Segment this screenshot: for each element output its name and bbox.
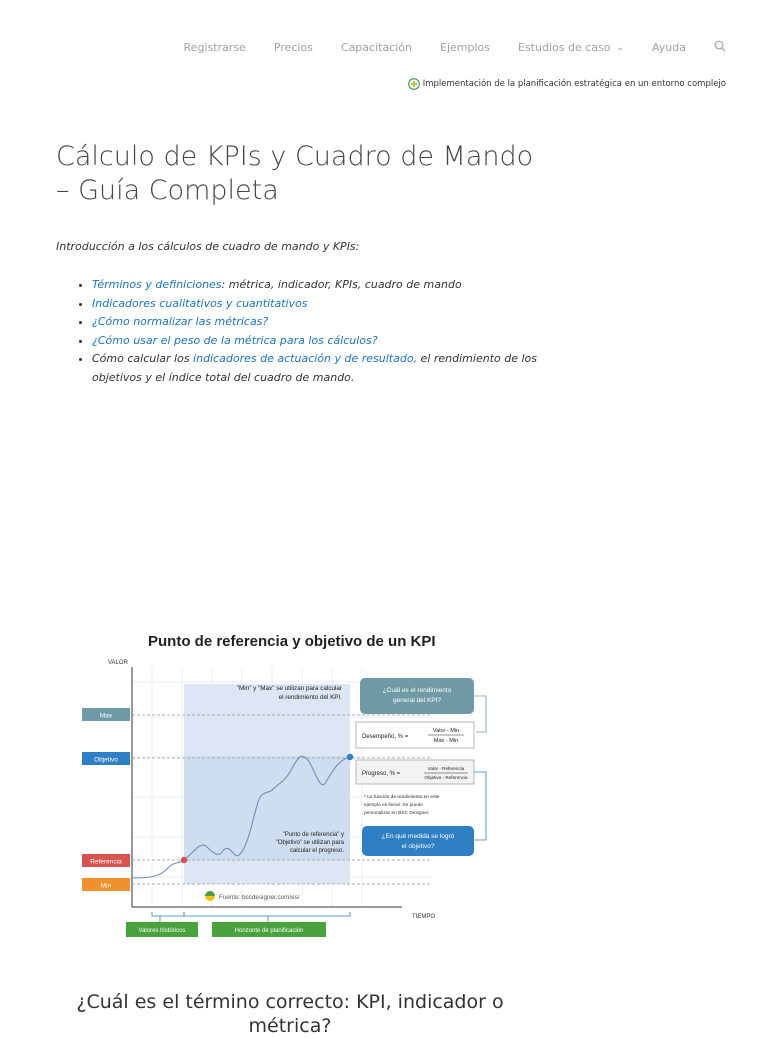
toc-link-terminos[interactable]: Términos y definiciones	[92, 278, 222, 291]
label-valores-historicos-text: Valores históricos	[138, 928, 186, 934]
label-objetivo-text: Objetivo	[94, 756, 118, 764]
toc-text: el rendimiento de los objetivos y el índice total del cuadro de mando.	[92, 352, 537, 384]
note-minmax-line2: el rendimiento del KPI.	[278, 694, 342, 701]
target-point	[347, 754, 353, 760]
nav-registrarse[interactable]: Registrarse	[183, 41, 246, 54]
bubble-objetivo	[362, 826, 474, 856]
toc-link-peso[interactable]: ¿Cómo usar el peso de la métrica para los cálculos?	[92, 333, 378, 347]
label-referencia-text: Referencia	[90, 858, 122, 866]
announcement-text: Implementación de la planificación estratégica en un entorno complejo	[422, 79, 726, 89]
toc-text: : métrica, indicador, KPIs, cuadro de mando	[221, 278, 462, 291]
label-max-text: Max	[99, 712, 113, 720]
intro-text: Introducción a los cálculos de cuadro de mando y KPIs:	[56, 240, 360, 253]
toc-link-cualitativos[interactable]: Indicadores cualitativos y cuantitativos	[92, 296, 308, 310]
y-axis-label: VALOR	[108, 660, 128, 666]
footnote-line1: * La función de rendimiento en este	[364, 795, 440, 800]
nav-estudios-de-caso[interactable]	[518, 41, 624, 54]
source-logo-icon-part	[205, 891, 215, 896]
bubble-rendimiento-line2: general del KPI?	[392, 697, 442, 704]
formula-progreso-label: Progreso, % =	[362, 771, 401, 777]
timeline-bracket-horizon	[184, 912, 350, 916]
list-item	[92, 313, 552, 332]
formula-progreso-den: Objetivo - Referencia	[424, 775, 468, 780]
section-heading: ¿Cuál es el término correcto: KPI, indicador o métrica?	[76, 991, 504, 1037]
formula-desempeno-num: Valor - Min	[432, 728, 460, 734]
bubble-rendimiento	[360, 678, 474, 714]
top-navigation	[156, 40, 726, 55]
formula-desempeno-den: Max - Min	[433, 738, 459, 744]
toc-text: Cómo calcular los	[92, 352, 194, 365]
note-minmax-line1: "Min" y "Max" se utilizan para calcular	[236, 685, 342, 692]
nav-estudios-label: Estudios de caso	[518, 41, 611, 54]
connector-line	[474, 772, 486, 840]
formula-progreso-num: Valor - Referencia	[427, 766, 465, 771]
footnote-line2: ejemplo es lineal. Se puede	[364, 803, 423, 808]
list-item	[92, 350, 552, 387]
label-horizonte-text: Horizonte de planificación	[234, 928, 304, 934]
chevron-down-icon: ⌄	[616, 42, 625, 53]
bubble-objetivo-line1: ¿En qué medida se logró	[381, 833, 455, 840]
note-ref-line2: "Objetivo" se utilizan para	[275, 840, 344, 846]
announcement-link[interactable]	[408, 78, 726, 90]
bubble-rendimiento-line1: ¿Cuál es el rendimiento	[382, 687, 452, 694]
list-item	[92, 276, 552, 295]
timeline-bracket-hist	[152, 912, 184, 916]
table-of-contents	[56, 276, 552, 387]
label-min-text: Min	[100, 882, 112, 890]
toc-link-indicadores[interactable]: indicadores de actuación y de resultado,	[193, 352, 418, 365]
plus-circle-icon	[408, 78, 420, 90]
reference-point	[181, 857, 187, 863]
note-ref-line3: calcular el progreso.	[289, 848, 344, 854]
source-text: Fuente: bscdesigner.com/es/	[219, 894, 300, 901]
nav-capacitacion[interactable]: Capacitación	[340, 41, 412, 54]
figure-title: Punto de referencia y objetivo de un KPI	[148, 633, 436, 650]
x-axis-label: TIEMPO	[412, 914, 436, 920]
search-icon[interactable]	[714, 40, 726, 55]
list-item	[92, 295, 552, 314]
footnote-line3: personalizar en BSC Designer.	[364, 811, 430, 816]
page-title: Cálculo de KPIs y Cuadro de Mando – Guía Completa	[56, 141, 534, 206]
nav-precios[interactable]: Precios	[273, 41, 313, 54]
list-item	[92, 332, 552, 351]
toc-link-normalizar[interactable]: ¿Cómo normalizar las métricas?	[92, 315, 269, 328]
nav-ayuda[interactable]: Ayuda	[652, 41, 686, 54]
formula-desempeno-label: Desempeño, % =	[362, 734, 409, 740]
kpi-infographic	[72, 622, 512, 952]
connector-line	[474, 696, 486, 732]
nav-ejemplos[interactable]: Ejemplos	[440, 41, 490, 54]
bubble-objetivo-line2: el objetivo?	[401, 843, 435, 850]
note-ref-line1: "Punto de referencia" y	[282, 832, 344, 838]
